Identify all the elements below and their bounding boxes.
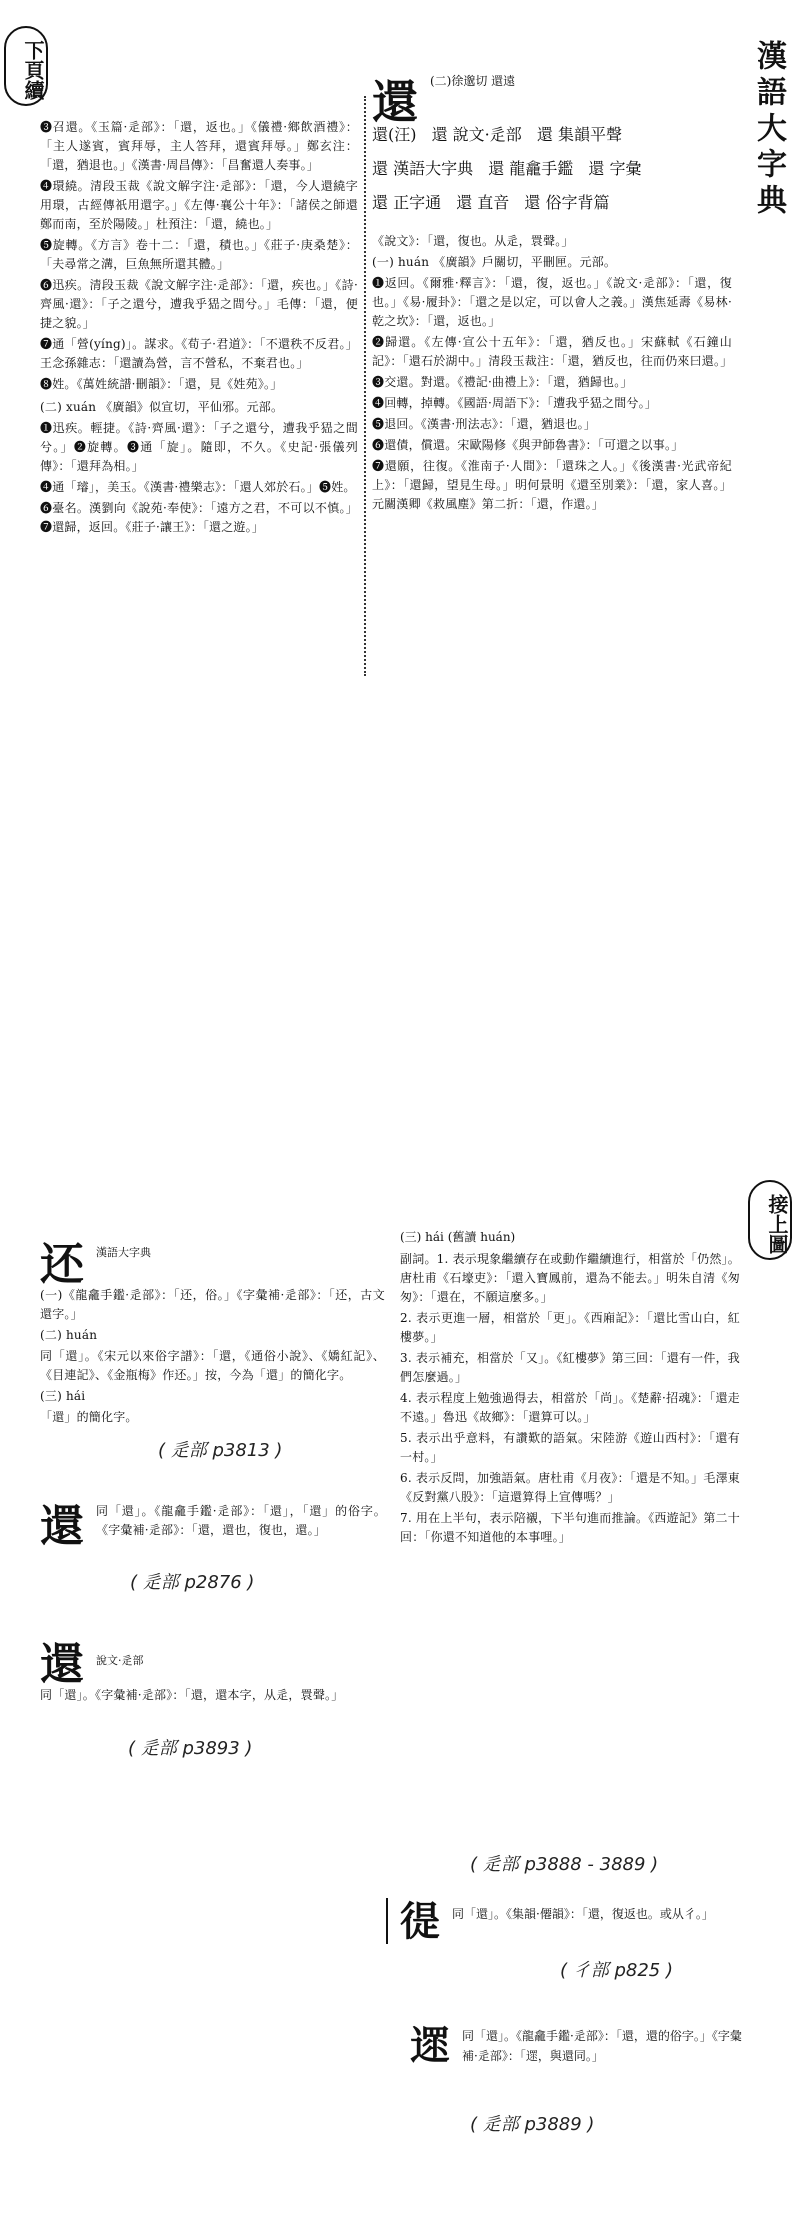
entry-body [40,1286,385,1436]
paragraph: ❺旋轉。《方言》卷十二：「還，積也。」《莊子·庚桑楚》：「夫尋常之溝，巨魚無所還其體。」 [40,238,358,271]
headword: 还 [40,1239,84,1290]
headword-source: 說文·辵部 [96,1654,144,1667]
variant-form: 還 字彙 [588,159,642,178]
variant-form: 還 俗字背篇 [524,193,610,212]
entry-line: 同「還」。《龍龕手鑑·辵部》：「還」，「還」的俗字。《字彙補·辵部》：「還，還也，復也，還。」 [96,1504,386,1537]
entry-line: 「還」的簡化字。 [40,1410,138,1424]
variant-form: 還 說文·辵部 [431,125,522,144]
paragraph: 4. 表示程度上勉強過得去，相當於「尚」。《楚辭·招魂》：「還走不遠。」魯迅《故鄉》：「還算可以。」 [400,1391,740,1424]
column-divider [364,96,366,676]
paragraph: 3. 表示補充，相當於「又」。《紅樓夢》第三回：「還有一件，我們怎麼過。」 [400,1351,740,1384]
paragraph: 7. 用在上半句，表示陪襯，下半句進而推論。《西遊記》第二十回：「你還不知道他的本事哩。」 [400,1511,740,1544]
paragraph: ❸交還。對還。《禮記·曲禮上》：「還，猶歸也。」 [372,375,633,389]
headword: 還 [40,1501,84,1552]
paragraph: ❸召還。《玉篇·辵部》：「還，返也。」《儀禮·鄉飲酒禮》：「主人遂賓，賓拜辱，主人答拜，還賓拜辱。」鄭玄注：「還，猶退也。」《漢書·周昌傳》：「昌奮還人奏事。」 [40,120,358,172]
paragraph: ❼通「營(yíng)」。謀求。《荀子·君道》：「不還秩不反君。」王念孫雜志：「還讀為營，言不營私，不棄君也。」 [40,337,358,370]
entry-line: (三) hái [40,1389,86,1403]
variant-form: 還 漢語大字典 [372,159,474,178]
entry-line: (一)《龍龕手鑑·辵部》：「还，俗。」《字彙補·辵部》：「还，古文還字。」 [40,1288,385,1321]
handwritten-note: ( 辵部 p3889 ) [470,2114,595,2135]
paragraph: ❷歸還。《左傳·宣公十五年》：「還，猶反也。」宋蘇軾《石鐘山記》：「還石於湖中。」清段玉裁注：「還，猶反也，往而仍來曰還。」 [372,335,732,368]
paragraph: 副詞。1. 表示現象繼續存在或動作繼續進行，相當於「仍然」。唐杜甫《石壕吏》：「還入寶鳳前，還為不能去。」明朱自清《匆匆》：「還在，不願這麼多。」 [400,1252,740,1304]
variant-forms [372,118,732,228]
variant-form: 還 正字通 [372,193,442,212]
headword: 遝 [410,2023,450,2069]
entry-line: (二) huán [40,1328,98,1342]
entry-body [40,1686,385,1730]
handwritten-note: ( 辵部 p3813 ) [158,1440,283,1461]
bottom-right-column [400,1250,740,1842]
paragraph: ❹通「璿」，美玉。《漢書·禮樂志》：「還人郊於石。」❺姓。 [40,480,356,494]
paragraph: ❻還債，償還。宋歐陽修《與尹師魯書》：「可還之以事。」 [372,438,684,452]
top-left-column [40,118,358,678]
headword: 還 [372,75,418,129]
variant-form: 還 龍龕手鑑 [488,159,574,178]
paragraph: ❺退回。《漢書·刑法志》：「還，猶退也。」 [372,417,597,431]
headword-source: 漢語大字典 [96,1246,151,1259]
section-label: (三) hái (舊讀 huán) [400,1230,516,1244]
paragraph: 6. 表示反問，加強語氣。唐杜甫《月夜》：「還是不知。」毛澤東《反對黨八股》：「這還算得上宣傳嗎？」 [400,1471,740,1504]
variant-form: 還 集韻平聲 [536,125,622,144]
variant-form: 還 直音 [456,193,510,212]
dictionary-title: 漢語大字典 [751,40,786,220]
handwritten-note: ( 辵部 p2876 ) [130,1572,255,1593]
paragraph: ❹回轉，掉轉。《國語·周語下》：「遭我乎峱之間兮。」 [372,396,658,410]
headword: 徥 [400,1899,440,1945]
paragraph: (一) huán 《廣韻》戶關切，平刪匣。元部。 [372,255,617,269]
paragraph: ❻迅疾。清段玉裁《說文解字注·辵部》：「還，疾也。」《詩·齊風·還》：「子之還兮，遭我乎峱之間兮。」毛傳：「還，便捷之貌。」 [40,278,358,330]
section-label: (二) xuán 《廣韻》似宣切，平仙邪。元部。 [40,400,284,414]
paragraph: 5. 表示出乎意料，有讚歎的語氣。宋陸游《遊山西村》：「還有一村。」 [400,1431,740,1464]
paragraph: ❻臺名。漢劉向《說苑·奉使》：「遠方之君，不可以不慎。」❼還歸，返回。《莊子·讓王》：「還之遊。」 [40,501,358,534]
handwritten-note: ( 辵部 p3888 - 3889 ) [470,1854,659,1875]
continued-stamp: 下頁續 [4,26,48,106]
bottom-left-column [40,1228,390,2008]
headword: 還 [40,1639,84,1690]
paragraph: ❼還願，往復。《淮南子·人間》：「還珠之人。」《後漢書·光武帝紀上》：「還歸，望見生母。」明何景明《還至別業》：「還，家人喜。」元關漢卿《救風塵》第二折：「還，作還。」 [372,459,732,511]
entry-body: 同「還」。《集韻·僊韻》：「還，復返也。或从彳。」 [452,1907,714,1921]
entry-line: 同「還」。《字彙補·辵部》：「還，還本字，从辵，睘聲。」 [40,1688,344,1702]
top-right-column [372,232,732,678]
headword-variants: (二)徐邈切 還遠 [430,74,516,88]
intro: 《說文》：「還，復也。从辵，睘聲。」 [372,234,574,248]
paragraph: ❶迅疾。輕捷。《詩·齊風·還》：「子之還兮，遭我乎峱之間兮。」❷旋轉。❸通「旋」。隨即，不久。《史記·張儀列傳》：「還拜為相。」 [40,421,358,473]
entry-line: 同「還」。《宋元以來俗字譜》：「還，《通俗小說》、《嬌紅記》、《目連記》、《金瓶梅》作还。」按，今為「還」的簡化字。 [40,1349,385,1382]
paragraph: 2. 表示更進一層，相當於「更」。《西廂記》：「還比雪山白，紅樓夢。」 [400,1311,740,1344]
paragraph: ❽姓。《萬姓統譜·刪韻》：「還，見《姓苑》。」 [40,377,283,391]
paragraph: ❶返回。《爾雅·釋言》：「還，復，返也。」《說文·辵部》：「還，復也。」《易·履卦》：「還之是以定，可以會人之義。」漢焦延壽《易林·乾之坎》：「還，返也。」 [372,276,732,328]
paragraph: ❹環繞。清段玉裁《說文解字注·辵部》：「還，今人還繞字用環，古經傳祇用還字。」《左傳·襄公十年》：「諸侯之師還鄭而南，至於陽陵。」杜預注：「還，繞也。」 [40,179,358,231]
variant-form: 還(汪) [372,125,417,144]
handwritten-note: ( 辵部 p3893 ) [128,1738,253,1759]
entry-body [96,1502,386,1562]
margin-mark [386,1898,388,1944]
continued-stamp-right: 接上圖 [748,1180,792,1260]
entry-body: 同「還」。《龍龕手鑑·辵部》：「還，還的俗字。」《字彙補·辵部》：「遝，與還同。」 [462,2029,742,2063]
handwritten-note: ( 彳部 p825 ) [560,1960,673,1981]
